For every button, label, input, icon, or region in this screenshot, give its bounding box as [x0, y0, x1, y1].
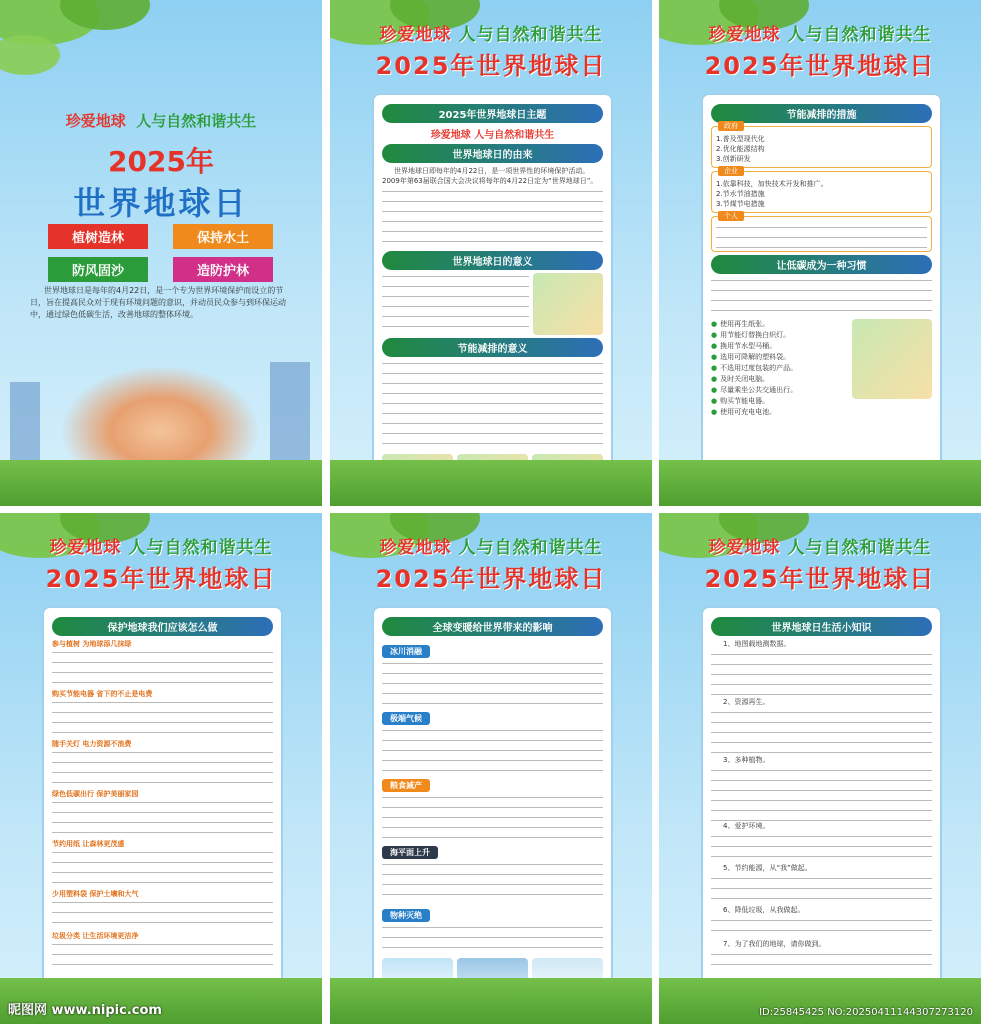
tag-crop-reduction: 粮食减产 [382, 779, 430, 792]
header-title: 2025年世界地球日 [45, 565, 277, 593]
header-title: 2025年世界地球日 [704, 52, 936, 80]
poster-warming [330, 513, 652, 1024]
cover-tag-grid [48, 224, 273, 282]
grass-ground [330, 978, 652, 1024]
poster-knowledge [659, 513, 981, 1024]
lowcarbon-list: ● 使用再生纸张。 ● 用节能灯替换白炽灯。 ● 换用节水型马桶。 ● 选用可降解的塑料袋。 ● 不选用过度包装的产品。 ● 及时关闭电脑。 ● 尽量乘坐公共交通出行。 ● 购买节能电器。 ● 使用可充电电池。 [711, 319, 848, 418]
text-block [382, 188, 603, 248]
text-block [711, 277, 932, 319]
section-heading: 世界地球日的由来 [382, 144, 603, 163]
header-slogan: 珍爱地球 人与自然和谐共生 [379, 538, 603, 558]
section-heading: 2025年世界地球日主题 [382, 104, 603, 123]
section-heading: 保护地球我们应该怎么做 [52, 617, 273, 636]
recycling-illustration [852, 319, 932, 399]
content-card [372, 606, 613, 1001]
slogan-b: 人与自然和谐共生 [136, 112, 257, 130]
header-slogan: 珍爱地球 人与自然和谐共生 [708, 25, 932, 45]
watermark-left: 昵图网 www.nipic.com [8, 1003, 162, 1018]
content-card [701, 93, 942, 476]
content-card: 保护地球我们应该怎么做 参与植树 为地球添几抹绿 购买节能电器 省下的不止是电费 随手关灯 电力资源不浪费 绿色低碳出行 保护美丽家园 节约用纸 让森林更茂盛 少用塑料袋 保护土壤和大气 垃圾分类 让生活环境更洁净 [42, 606, 283, 1001]
header-slogan: 珍爱地球 人与自然和谐共生 [49, 538, 273, 558]
poster-actions [0, 513, 322, 1024]
cover-slogan [0, 110, 322, 131]
grass-ground [0, 460, 322, 506]
section-heading: 世界地球日生活小知识 [711, 617, 932, 636]
section-heading: 让低碳成为一种习惯 [711, 255, 932, 274]
government-box: 政府 1.普及型现代化 2.优化能源结构 3.创新研发 [711, 126, 932, 168]
city-building [270, 362, 310, 472]
cover-year: 2025年 [108, 145, 214, 178]
slogan-a: 珍爱地球 [65, 112, 126, 130]
section-heading: 全球变暖给世界带来的影响 [382, 617, 603, 636]
tag-species-extinction: 物种灭绝 [382, 909, 430, 922]
header-slogan: 珍爱地球 人与自然和谐共生 [379, 25, 603, 45]
header-slogan: 珍爱地球 人与自然和谐共生 [708, 538, 932, 558]
content-card: 世界地球日生活小知识 1、地图载地测数据。 2、资源再生。 3、多种植物。 4、爱护环境。 5、节约能源，从“我”做起。 6、降低垃圾，从我做起。 7、为了我们的地球，请你做到。 [701, 606, 942, 1001]
individual-box: 个人 [711, 216, 932, 252]
tag-glacier-melting: 冰川消融 [382, 645, 430, 658]
cover-intro-text: 世界地球日是每年的4月22日，是一个专为世界环境保护而设立的节日，旨在提高民众对于现有环境问题的意识，并动员民众参与到环保运动中，通过绿色低碳生活，改善地球的整体环境。 [30, 286, 286, 319]
tag-sea-level-rise: 海平面上升 [382, 846, 438, 859]
text-block [382, 273, 529, 335]
header-title: 2025年世界地球日 [704, 565, 936, 593]
poster-theme [330, 0, 652, 506]
enterprise-box: 企业 1.依靠科技，加快技术开发和推广。 2.节水节油措施 3.节煤节电措施 [711, 171, 932, 213]
poster-measures [659, 0, 981, 506]
origin-text: 世界地球日即每年的4月22日，是一项世界性的环境保护活动。2009年第63届联合国大会决议将每年的4月22日定为“世界地球日”。 [382, 167, 598, 185]
tag-extreme-weather: 极端气候 [382, 712, 430, 725]
cover-event-title: 世界地球日 [73, 184, 249, 222]
city-building [10, 382, 40, 472]
section-heading: 节能减排的意义 [382, 338, 603, 357]
kids-planting-illustration [533, 273, 603, 335]
text-block [382, 360, 603, 450]
grass-ground [659, 460, 981, 506]
section-heading: 节能减排的措施 [711, 104, 932, 123]
leaf-decoration [0, 35, 60, 75]
content-card [372, 93, 613, 476]
watermark-right: ID:25845425 NO:20250411144307273120 [759, 1007, 973, 1018]
family-illustration [60, 365, 260, 475]
tag-sand-fixation: 防风固沙 [48, 257, 148, 282]
section-heading: 世界地球日的意义 [382, 251, 603, 270]
tag-shelter-forest: 造防护林 [173, 257, 273, 282]
theme-text: 珍爱地球 人与自然和谐共生 [430, 130, 555, 141]
tag-tree-planting: 植树造林 [48, 224, 148, 249]
poster-cover [0, 0, 322, 506]
header-title: 2025年世界地球日 [375, 52, 607, 80]
tag-soil-conservation: 保持水土 [173, 224, 273, 249]
grass-ground [330, 460, 652, 506]
header-title: 2025年世界地球日 [375, 565, 607, 593]
